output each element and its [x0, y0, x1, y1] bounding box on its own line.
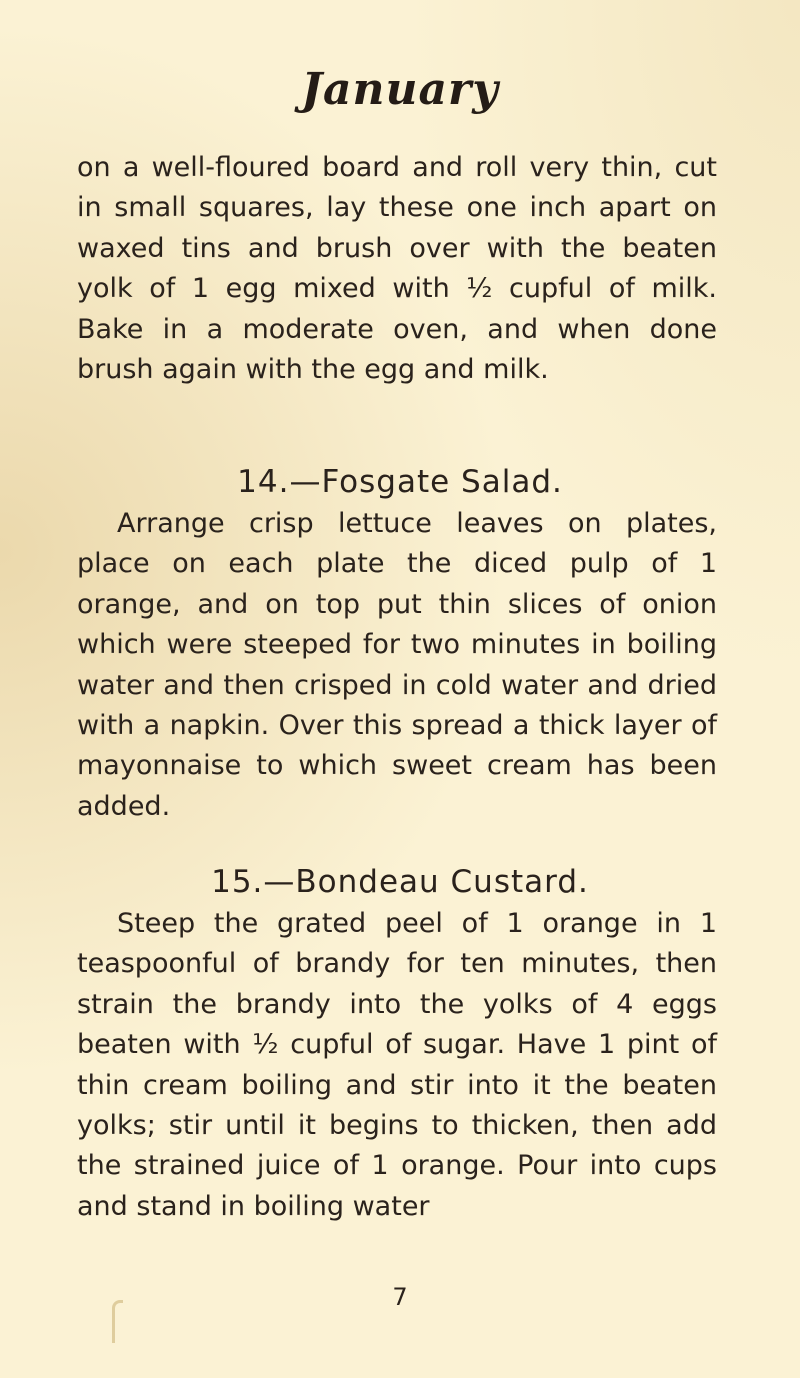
running-head: January	[301, 64, 499, 115]
recipe-text-fosgate-salad: Arrange crisp lettuce leaves on plates, place on each plate the diced pulp of 1 orange, and on top put thin slices of onion which were steeped for two minutes in boiling water and then crisped in cold water and dried with a napkin. Over this spread a thick layer of mayonnaise to which sweet cream has been added.	[77, 508, 717, 822]
page-number: 7	[392, 1283, 408, 1311]
recipe-continuation-text: on a well-floured board and roll very thin, cut in small squares, lay these one inch apart on waxed tins and brush over with the beaten yolk of 1 egg mixed with ½ cupful of milk. Bake in a moderate oven, and when done brush again with the egg and milk.	[77, 152, 717, 386]
paper-smudge	[112, 1300, 123, 1343]
recipe-text-bondeau-custard: Steep the grated peel of 1 orange in 1 teaspoonful of brandy for ten minutes, then strain the brandy into the yolks of 4 eggs beaten with ½ cupful of sugar. Have 1 pint of thin cream boiling and stir into it the beaten yolks; stir until it begins to thicken, then add the strained juice of 1 orange. Pour into cups and stand in boiling water	[77, 908, 717, 1222]
recipe-heading-bondeau-custard: 15.—Bondeau Custard.	[211, 864, 589, 900]
recipe-heading-fosgate-salad: 14.—Fosgate Salad.	[237, 464, 563, 500]
